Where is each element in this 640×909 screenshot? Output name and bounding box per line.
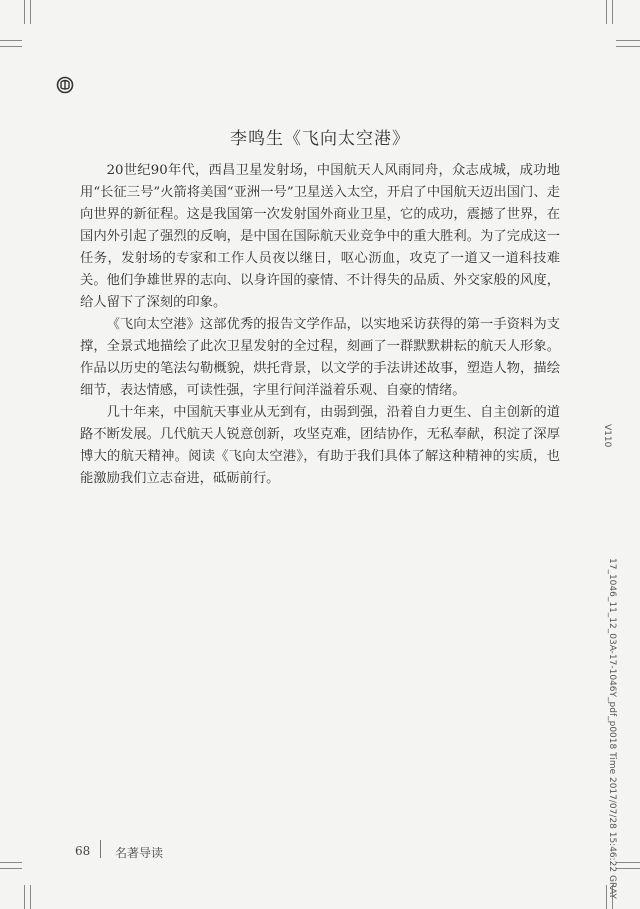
color-mode-text: GRAY <box>607 875 617 899</box>
crop-mark-top-right-v <box>612 0 613 24</box>
crop-mark-top-left-h2 <box>0 46 22 47</box>
crop-mark-top-left-v2 <box>30 0 31 24</box>
crop-mark-top-right-h2 <box>616 46 640 47</box>
paragraph-1: 20世纪90年代，西昌卫星发射场，中国航天人风雨同舟，众志成城，成功地用“长征三号”火箭将美国“亚洲一号”卫星送入太空，开启了中国航天迈出国门、走向世界的新征程。这是我国第一次发射国外商业卫星，它的成功，震撼了世界，在国内外引起了强烈的反响，是中国在国际航天业竞争中的重大胜利。为了完成这一任务，发射场的专家和工作人员夜以继日，呕心沥血，攻克了一道又一道科技难关。他们争雄世界的志向、以身许国的豪情、不计得失的品质、外交家般的风度，给人留下了深刻的印象。 <box>80 163 560 310</box>
crop-mark-top-left-h <box>0 40 22 41</box>
crop-mark-bottom-left-h <box>0 868 22 869</box>
page-title: 李鸣生《飞向太空港》 <box>230 129 410 149</box>
crop-mark-bottom-left-v <box>24 885 25 909</box>
paragraph-2: 《飞向太空港》这部优秀的报告文学作品，以实地采访获得的第一手资料为支撑，全景式地描绘了此次卫星发射的全过程，刻画了一群默默耕耘的航天人形象。作品以历史的笔法勾勒概貌，烘托背景，以文学的手法讲述故事，塑造人物，描绘细节，表达情感，可读性强，字里行间洋溢着乐观、自豪的情绪。 <box>80 317 560 398</box>
crop-mark-top-left-v <box>24 0 25 24</box>
paragraph-3: 几十年来，中国航天事业从无到有，由弱到强，沿着自力更生、自主创新的道路不断发展。几代航天人锐意创新，攻坚克难，团结协作，无私奉献，积淀了深厚博大的航天精神。阅读《飞向太空港》，有助于我们具体了解这种精神的实质，也能激励我们立志奋进，砥砺前行。 <box>80 405 560 486</box>
margin-page-marker: V110 <box>602 424 612 448</box>
crop-mark-bottom-left-h2 <box>0 862 22 863</box>
crop-mark-bottom-right-h <box>616 868 640 869</box>
margin-print-meta <box>607 558 617 899</box>
footer-divider <box>100 840 101 858</box>
publisher-logo-icon <box>56 76 74 94</box>
crop-mark-bottom-right-h2 <box>616 862 640 863</box>
crop-mark-bottom-left-v2 <box>30 885 31 909</box>
book-title: 名著导读 <box>115 846 164 860</box>
print-meta-text: 17_1046_11_12_03A-17-1046Y_pdf_p0018 Time 2017/07/28 15:46:22 <box>607 558 617 873</box>
page-number: 68 <box>75 844 91 858</box>
crop-mark-top-right-h <box>616 40 640 41</box>
article-body <box>80 160 560 490</box>
crop-mark-top-right-v2 <box>606 0 607 24</box>
